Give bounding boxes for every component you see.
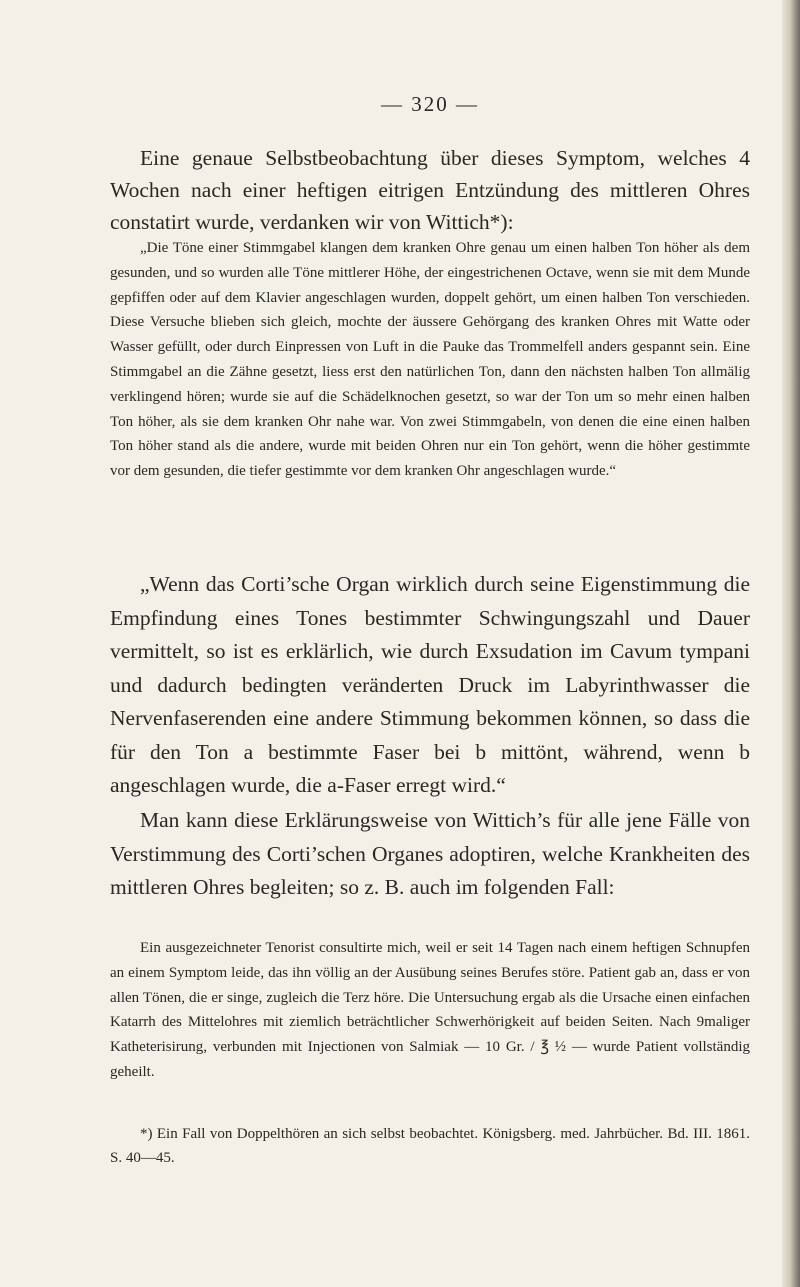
intro-paragraph: Eine genaue Selbstbeobachtung über dieses Symptom, welches 4 Wochen nach einer heftigen eitrigen Entzündung des mittleren Ohres constatirt wurde, verdanken wir von Wittich*): [110,146,750,234]
explanation-paragraph: Man kann diese Erklärungsweise von Wittich’s für alle jene Fälle von Verstimmung des Corti’schen Organes adoptiren, welche Krankheiten des mittleren Ohres begleiten; so z. B. auch im folgenden Fall: [110,808,750,899]
footnote: *) Ein Fall von Doppelthören an sich selbst beobachtet. Königsberg. med. Jahrbücher. Bd. III. 1861. S. 40—45. [110,1126,750,1166]
case-report: Ein ausgezeichneter Tenorist consultirte mich, weil er seit 14 Tagen nach einem heftigen Schnupfen an einem Symptom leide, das ihn völlig an der Ausübung seines Berufes störe. Patient gab an, dass er von allen Tönen, die er singe, zugleich die Terz höre. Die Untersuchung ergab als die Ursache einen einfachen Katarrh des Mittelohres mit ziemlich beträchtlicher Schwerhörigkeit auf beiden Seiten. Nach 9maliger Katheterisirung, verbunden mit Injectionen von Salmiak — 10 Gr. / ℥ ½ — wurde Patient vollständig geheilt. [110,940,750,1080]
page-edge-shadow [782,0,800,1287]
wittich-quote: „Die Töne einer Stimmgabel klangen dem kranken Ohre genau um einen halben Ton höher als dem gesunden, und so wurden alle Töne mittlerer Höhe, der eingestrichenen Octave, wenn sie mit dem Munde gepfiffen oder auf dem Klavier angeschlagen wurden, doppelt gehört, um einen halben Ton verschieden. Diese Versuche blieben sich gleich, mochte der äussere Gehörgang des kranken Ohres mit Watte oder Wasser gefüllt, oder durch Einpressen von Luft in die Pauke das Trommelfell anders gespannt sein. Eine Stimmgabel an die Zähne gesetzt, liess erst den natürlichen Ton, dann den nächsten halben Ton allmälig verklingend hören; wurde sie auf die Schädelknochen gesetzt, so war der Ton um so mehr einen halben Ton höher, als sie dem kranken Ohr nahe war. Von zwei Stimmgabeln, von denen die eine einen halben Ton höher stand als die andere, wurde mit beiden Ohren nur ein Ton gehört, wenn die höher gestimmte vor dem gesunden, die tiefer gestimmte vor dem kranken Ohr angeschlagen wurde.“ [110,240,750,480]
corti-quote: „Wenn das Corti’sche Organ wirklich durch seine Eigenstimmung die Empfindung eines Tones bestimmter Schwingungszahl und Dauer vermittelt, so ist es erklärlich, wie durch Exsudation im Cavum tympani und dadurch bedingten veränderten Druck im Labyrinthwasser die Nervenfaserenden eine andere Stimmung bekommen können, so dass die für den Ton a bestimmte Faser bei b mittönt, während, wenn b angeschlagen wurde, die a-Faser erregt wird.“ [110,572,750,797]
page-number: — 320 — [381,92,479,116]
